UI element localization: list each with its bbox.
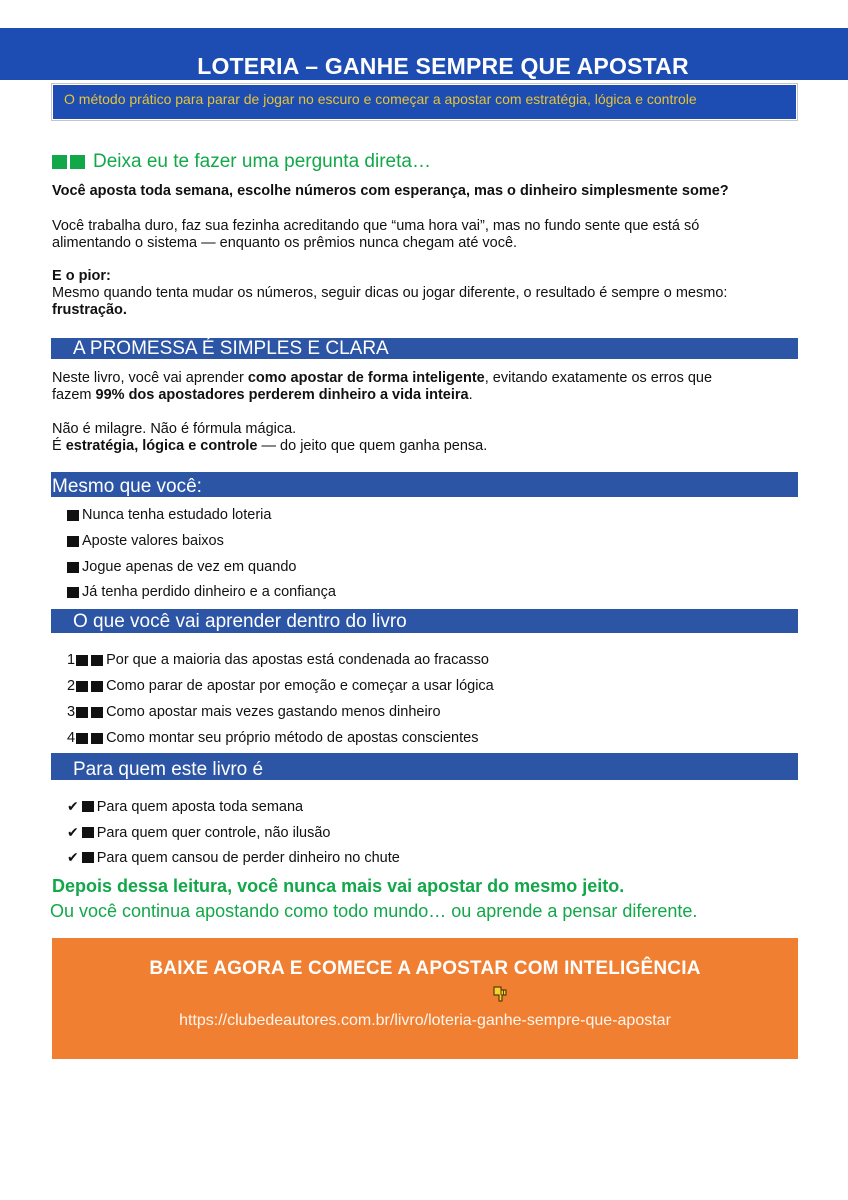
list-item-text: Por que a maioria das apostas está condenada ao fracasso bbox=[106, 652, 489, 668]
promise-text: . bbox=[468, 387, 473, 403]
list-item-number: 2 bbox=[67, 678, 76, 694]
section-heading-even-if: Mesmo que você: bbox=[52, 476, 202, 497]
list-item bbox=[67, 678, 494, 694]
list-item bbox=[67, 704, 441, 720]
worse-bold: frustração. bbox=[52, 302, 127, 318]
section-heading-learn: O que você vai aprender dentro do livro bbox=[73, 611, 407, 632]
section-bar-learn bbox=[51, 609, 798, 633]
checkmark-icon: ✔ bbox=[67, 849, 79, 865]
list-item bbox=[67, 730, 478, 746]
black-square-icon bbox=[82, 801, 94, 812]
list-item bbox=[67, 652, 489, 668]
list-item bbox=[67, 559, 296, 575]
list-item bbox=[67, 533, 224, 549]
list-item-text: Aposte valores baixos bbox=[82, 533, 224, 549]
list-item-text: Como parar de apostar por emoção e começar a usar lógica bbox=[106, 678, 494, 694]
section-heading-promise: A PROMESSA É SIMPLES E CLARA bbox=[73, 338, 389, 359]
checkmark-icon: ✔ bbox=[67, 824, 79, 840]
black-square-icon bbox=[91, 707, 103, 718]
list-item bbox=[67, 849, 400, 866]
page-title: LOTERIA – GANHE SEMPRE QUE APOSTAR bbox=[197, 53, 689, 79]
closing-normal: Ou você continua apostando como todo mundo… ou aprende a pensar diferente. bbox=[50, 901, 698, 921]
promise-bold: como apostar de forma inteligente bbox=[247, 370, 485, 386]
black-square-icon bbox=[67, 562, 79, 573]
promise-bold: estratégia, lógica e controle bbox=[65, 438, 258, 454]
green-square-icon bbox=[52, 155, 67, 169]
black-square-icon bbox=[76, 707, 88, 718]
black-square-icon bbox=[76, 733, 88, 744]
promise-line bbox=[52, 387, 712, 404]
promise-text: fazem bbox=[52, 387, 96, 403]
list-item bbox=[67, 584, 336, 600]
black-square-icon bbox=[67, 510, 79, 521]
promise-text: — do jeito que quem ganha pensa. bbox=[257, 438, 488, 454]
promise-line bbox=[52, 370, 712, 387]
green-square-icon bbox=[70, 155, 85, 169]
list-item-text: Nunca tenha estudado loteria bbox=[82, 507, 272, 523]
intro-heading-text: Deixa eu te fazer uma pergunta direta… bbox=[93, 151, 431, 172]
pointing-down-hand-icon bbox=[490, 984, 510, 1004]
promise-line bbox=[52, 438, 487, 455]
cta-box[interactable] bbox=[52, 938, 798, 1059]
worse-paragraph bbox=[52, 268, 727, 319]
promise-text: Neste livro, você vai aprender bbox=[52, 370, 248, 386]
list-item-number: 1 bbox=[67, 652, 76, 668]
list-item-text: Para quem quer controle, não ilusão bbox=[96, 824, 331, 841]
black-square-icon bbox=[91, 733, 103, 744]
intro-heading bbox=[52, 151, 431, 173]
promise-paragraph-2 bbox=[52, 421, 487, 455]
closing-bold: Depois dessa leitura, você nunca mais vai apostar do mesmo jeito. bbox=[52, 876, 625, 896]
worse-line: Mesmo quando tenta mudar os números, seguir dicas ou jogar diferente, o resultado é sempre o mesmo: bbox=[52, 285, 728, 301]
checkmark-icon: ✔ bbox=[67, 798, 79, 814]
intro-question: Você aposta toda semana, escolhe números com esperança, mas o dinheiro simplesmente some? bbox=[52, 183, 729, 199]
promise-text: É bbox=[52, 438, 66, 454]
black-square-icon bbox=[67, 587, 79, 598]
black-square-icon bbox=[91, 655, 103, 666]
black-square-icon bbox=[82, 827, 94, 838]
list-item-text: Para quem cansou de perder dinheiro no chute bbox=[96, 849, 400, 866]
black-square-icon bbox=[82, 852, 94, 863]
black-square-icon bbox=[67, 536, 79, 547]
black-square-icon bbox=[76, 655, 88, 666]
list-item-number: 4 bbox=[67, 730, 76, 746]
subtitle-box bbox=[51, 83, 798, 121]
promise-line: Não é milagre. Não é fórmula mágica. bbox=[52, 421, 297, 437]
section-bar-audience bbox=[51, 753, 798, 780]
worse-label: E o pior: bbox=[52, 268, 111, 284]
black-square-icon bbox=[91, 681, 103, 692]
list-item bbox=[67, 824, 331, 841]
list-item-text: Para quem aposta toda semana bbox=[96, 798, 304, 815]
promise-text: , evitando exatamente os erros que bbox=[484, 370, 713, 386]
cta-url-link[interactable]: https://clubedeautores.com.br/livro/loteria-ganhe-sempre-que-apostar bbox=[179, 1012, 671, 1029]
promise-bold: 99% dos apostadores perderem dinheiro a vida inteira bbox=[95, 387, 469, 403]
list-item-text: Como montar seu próprio método de apostas conscientes bbox=[106, 730, 479, 746]
promise-paragraph bbox=[52, 370, 712, 404]
section-bar-even-if bbox=[51, 472, 798, 497]
intro-paragraph-line: alimentando o sistema — enquanto os prêmios nunca chegam até você. bbox=[52, 235, 518, 251]
section-heading-audience: Para quem este livro é bbox=[73, 759, 264, 780]
list-item-text: Como apostar mais vezes gastando menos dinheiro bbox=[106, 704, 441, 720]
black-square-icon bbox=[76, 681, 88, 692]
list-item-number: 3 bbox=[67, 704, 76, 720]
intro-paragraph bbox=[52, 218, 699, 252]
list-item bbox=[67, 798, 303, 815]
intro-paragraph-line: Você trabalha duro, faz sua fezinha acreditando que “uma hora vai”, mas no fundo sente que está só bbox=[52, 218, 700, 234]
list-item-text: Jogue apenas de vez em quando bbox=[82, 559, 297, 575]
subtitle-text: O método prático para parar de jogar no escuro e começar a apostar com estratégia, lógica e controle bbox=[53, 85, 796, 119]
section-bar-promise bbox=[51, 338, 798, 359]
list-item bbox=[67, 507, 271, 523]
cta-title: BAIXE AGORA E COMECE A APOSTAR COM INTELIGÊNCIA bbox=[149, 958, 701, 979]
list-item-text: Já tenha perdido dinheiro e a confiança bbox=[82, 584, 336, 600]
